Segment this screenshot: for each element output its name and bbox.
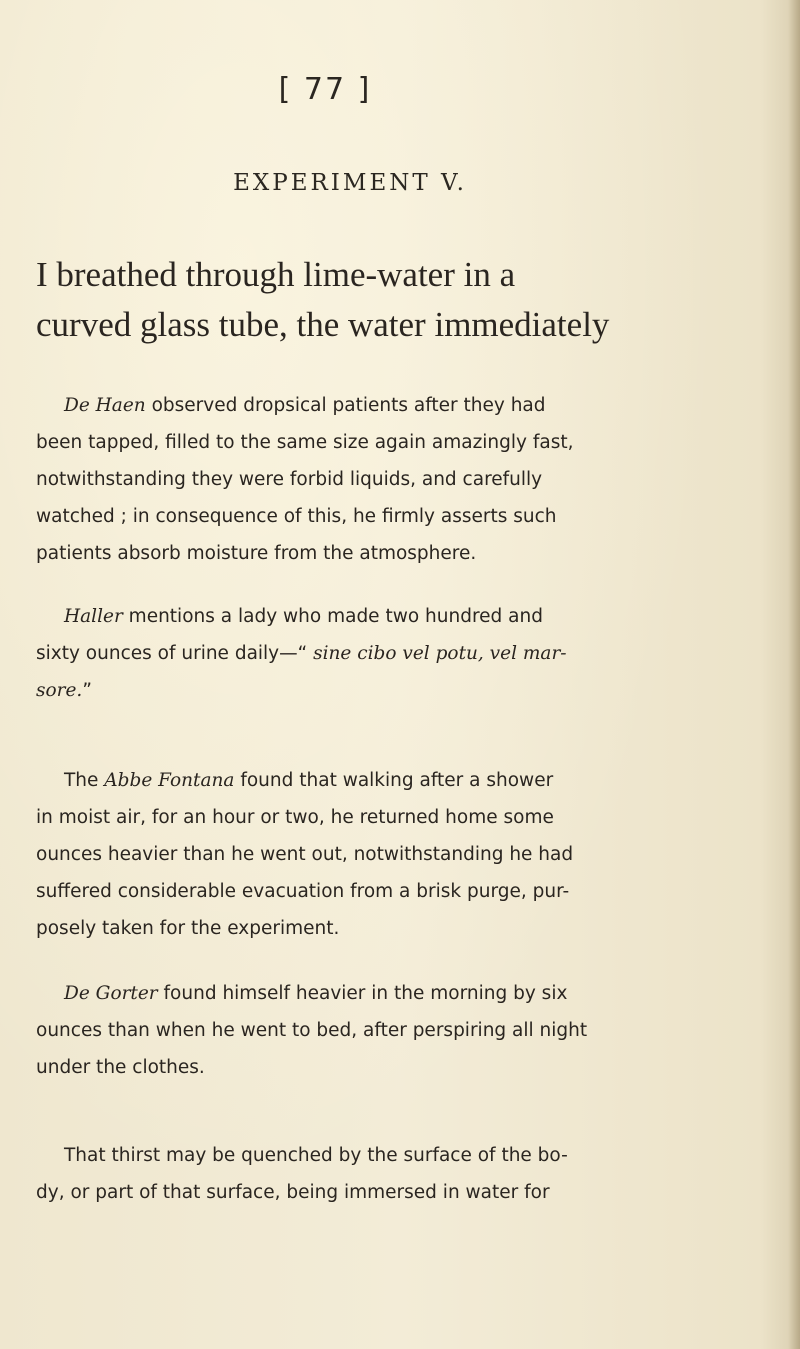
text-fragment: ” (82, 680, 92, 701)
text-line: dy, or part of that surface, being immersed in water for (36, 1182, 550, 1203)
text-line (36, 598, 654, 635)
text-line: patients absorb moisture from the atmosphere. (36, 543, 477, 564)
text-line: watched ; in consequence of this, he firmly asserts such (36, 506, 557, 527)
lead-line: curved glass tube, the water immediately (36, 305, 610, 344)
paragraph-de-haen (36, 387, 654, 572)
text-fragment: mentions a lady who made two hundred and (122, 606, 543, 627)
author-name: De Gorter (64, 983, 158, 1004)
latin-quote: sine cibo vel potu, vel mar- (313, 643, 567, 664)
author-name: Abbe Fontana (104, 770, 235, 791)
page-number: [ 77 ] (278, 72, 372, 107)
text-line: posely taken for the experiment. (36, 918, 340, 939)
paragraph-fontana (36, 762, 654, 947)
lead-line: I breathed through lime-water in a (36, 255, 516, 294)
text-line: been tapped, filled to the same size again amazingly fast, (36, 432, 574, 453)
paragraph-de-gorter (36, 975, 654, 1086)
page-edge-shadow (788, 0, 800, 1349)
text-line: ounces than when he went to bed, after perspiring all night (36, 1020, 588, 1041)
text-line (36, 762, 654, 799)
text-line (36, 635, 654, 672)
author-name: Haller (64, 606, 123, 627)
text-line (36, 387, 654, 424)
text-line: in moist air, for an hour or two, he returned home some (36, 807, 554, 828)
author-name: De Haen (64, 395, 146, 416)
paragraph-thirst (36, 1137, 654, 1211)
text-fragment: observed dropsical patients after they had (145, 395, 546, 416)
latin-quote: sore. (36, 680, 83, 701)
text-fragment: found himself heavier in the morning by six (157, 983, 568, 1004)
text-line: ounces heavier than he went out, notwithstanding he had (36, 844, 574, 865)
text-fragment: The (64, 770, 105, 791)
lead-text (36, 250, 668, 350)
paragraph-haller (36, 598, 654, 709)
text-line (36, 975, 654, 1012)
text-line: under the clothes. (36, 1057, 205, 1078)
text-line: suffered considerable evacuation from a brisk purge, pur- (36, 881, 570, 902)
text-fragment: sixty ounces of urine daily—“ (36, 643, 314, 664)
text-line: That thirst may be quenched by the surface of the bo- (64, 1145, 568, 1166)
section-heading: EXPERIMENT V. (233, 170, 467, 196)
text-fragment: found that walking after a shower (234, 770, 554, 791)
text-line (36, 672, 654, 709)
text-line: notwithstanding they were forbid liquids, and carefully (36, 469, 543, 490)
